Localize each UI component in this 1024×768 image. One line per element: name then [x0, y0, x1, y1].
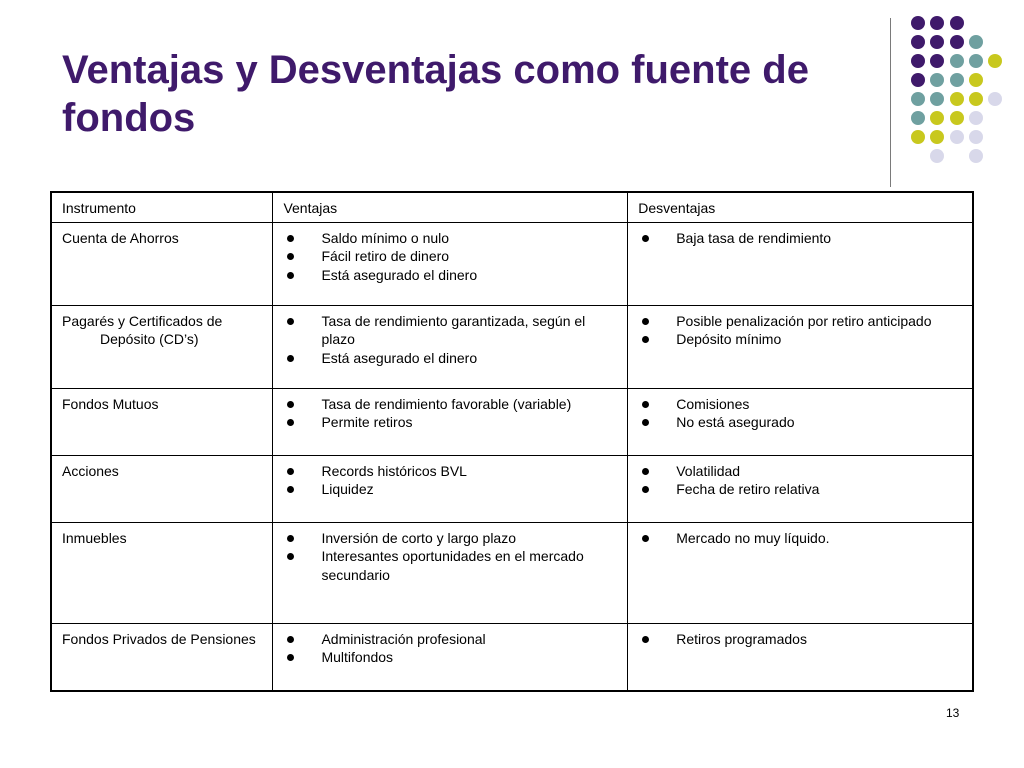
instrument-name: Pagarés y Certificados de Depósito (CD’s): [62, 312, 223, 347]
ventajas-list-item: Records históricos BVL: [283, 462, 617, 481]
decor-dot: [930, 111, 944, 125]
decor-dot: [930, 16, 944, 30]
header-cell-desventajas: Desventajas: [628, 192, 973, 222]
decor-dot: [911, 130, 925, 144]
decor-dot: [930, 54, 944, 68]
desventajas-list-item: Mercado no muy líquido.: [638, 529, 962, 548]
decor-dot: [950, 92, 964, 106]
desventajas-cell: [628, 388, 973, 455]
decor-dot: [969, 111, 983, 125]
slide-title: Ventajas y Desventajas como fuente de fondos: [62, 48, 809, 140]
ventajas-list: [283, 229, 617, 285]
header-cell-ventajas: Ventajas: [273, 192, 628, 222]
decor-dot: [911, 54, 925, 68]
decor-dot: [950, 16, 964, 30]
ventajas-cell: [273, 455, 628, 522]
instrument-cell: [51, 305, 273, 388]
decor-dot: [911, 111, 925, 125]
decor-dot: [930, 130, 944, 144]
desventajas-list-item: Depósito mínimo: [638, 330, 962, 349]
instrument-cell: [51, 522, 273, 623]
desventajas-list-item: Retiros programados: [638, 630, 962, 649]
table-row: [51, 522, 973, 623]
instrument-name: Fondos Privados de Pensiones: [62, 630, 256, 647]
decor-dot: [969, 130, 983, 144]
desventajas-list: [638, 312, 962, 349]
ventajas-list-item: Tasa de rendimiento favorable (variable): [283, 395, 617, 414]
decor-dot: [988, 54, 1002, 68]
instrument-name: Fondos Mutuos: [62, 395, 159, 412]
decor-dot: [950, 111, 964, 125]
table-row: [51, 388, 973, 455]
instrument-name: Cuenta de Ahorros: [62, 229, 179, 246]
decor-dot: [969, 73, 983, 87]
ventajas-list-item: Está asegurado el dinero: [283, 349, 617, 368]
ventajas-list-item: Interesantes oportunidades en el mercado secundario: [283, 547, 617, 584]
ventajas-cell: [273, 305, 628, 388]
desventajas-cell: [628, 222, 973, 305]
desventajas-list-item: No está asegurado: [638, 413, 962, 432]
ventajas-list-item: Saldo mínimo o nulo: [283, 229, 617, 248]
instrument-cell: [51, 623, 273, 691]
decor-dot: [930, 35, 944, 49]
desventajas-cell: [628, 305, 973, 388]
instrument-cell: [51, 222, 273, 305]
table-header-row: [51, 192, 973, 222]
desventajas-list-item: Comisiones: [638, 395, 962, 414]
ventajas-list: [283, 312, 617, 368]
decor-dot: [930, 149, 944, 163]
decor-dot: [969, 54, 983, 68]
table-row: [51, 305, 973, 388]
decor-dot: [969, 149, 983, 163]
ventajas-cell: [273, 623, 628, 691]
desventajas-cell: [628, 522, 973, 623]
desventajas-list-item: Volatilidad: [638, 462, 962, 481]
decor-dot: [950, 54, 964, 68]
decor-dot: [911, 35, 925, 49]
comparison-table: [50, 191, 974, 692]
instrument-name: Acciones: [62, 462, 119, 479]
desventajas-list: [638, 529, 962, 548]
ventajas-list-item: Inversión de corto y largo plazo: [283, 529, 617, 548]
decor-dot: [988, 92, 1002, 106]
page-number: 13: [946, 706, 960, 720]
instrument-name: Inmuebles: [62, 529, 127, 546]
desventajas-list-item: Posible penalización por retiro anticipado: [638, 312, 962, 331]
decor-dot: [950, 35, 964, 49]
desventajas-list: [638, 229, 962, 248]
table-row: [51, 623, 973, 691]
ventajas-list-item: Permite retiros: [283, 413, 617, 432]
desventajas-list: [638, 630, 962, 649]
decor-dot: [930, 92, 944, 106]
desventajas-list-item: Fecha de retiro relativa: [638, 480, 962, 499]
decor-dot: [950, 73, 964, 87]
ventajas-list-item: Multifondos: [283, 648, 617, 667]
desventajas-cell: [628, 623, 973, 691]
ventajas-list-item: Está asegurado el dinero: [283, 266, 617, 285]
title-divider-line: [890, 18, 891, 187]
ventajas-list-item: Fácil retiro de dinero: [283, 247, 617, 266]
decor-dot: [950, 130, 964, 144]
ventajas-list-item: Administración profesional: [283, 630, 617, 649]
instrument-cell: [51, 455, 273, 522]
ventajas-list: [283, 630, 617, 667]
desventajas-list: [638, 462, 962, 499]
ventajas-list-item: Tasa de rendimiento garantizada, según el plazo: [283, 312, 617, 349]
desventajas-cell: [628, 455, 973, 522]
ventajas-cell: [273, 388, 628, 455]
ventajas-list-item: Liquidez: [283, 480, 617, 499]
header-cell-instrumento: Instrumento: [51, 192, 273, 222]
decor-dot: [969, 35, 983, 49]
table-row: [51, 455, 973, 522]
decor-dot: [911, 73, 925, 87]
decor-dot: [930, 73, 944, 87]
ventajas-list: [283, 462, 617, 499]
decor-dot: [911, 92, 925, 106]
ventajas-list: [283, 529, 617, 585]
desventajas-list: [638, 395, 962, 432]
ventajas-cell: [273, 222, 628, 305]
instrument-cell: [51, 388, 273, 455]
decor-dot: [911, 16, 925, 30]
table-row: [51, 222, 973, 305]
desventajas-list-item: Baja tasa de rendimiento: [638, 229, 962, 248]
decor-dot: [969, 92, 983, 106]
ventajas-cell: [273, 522, 628, 623]
ventajas-list: [283, 395, 617, 432]
